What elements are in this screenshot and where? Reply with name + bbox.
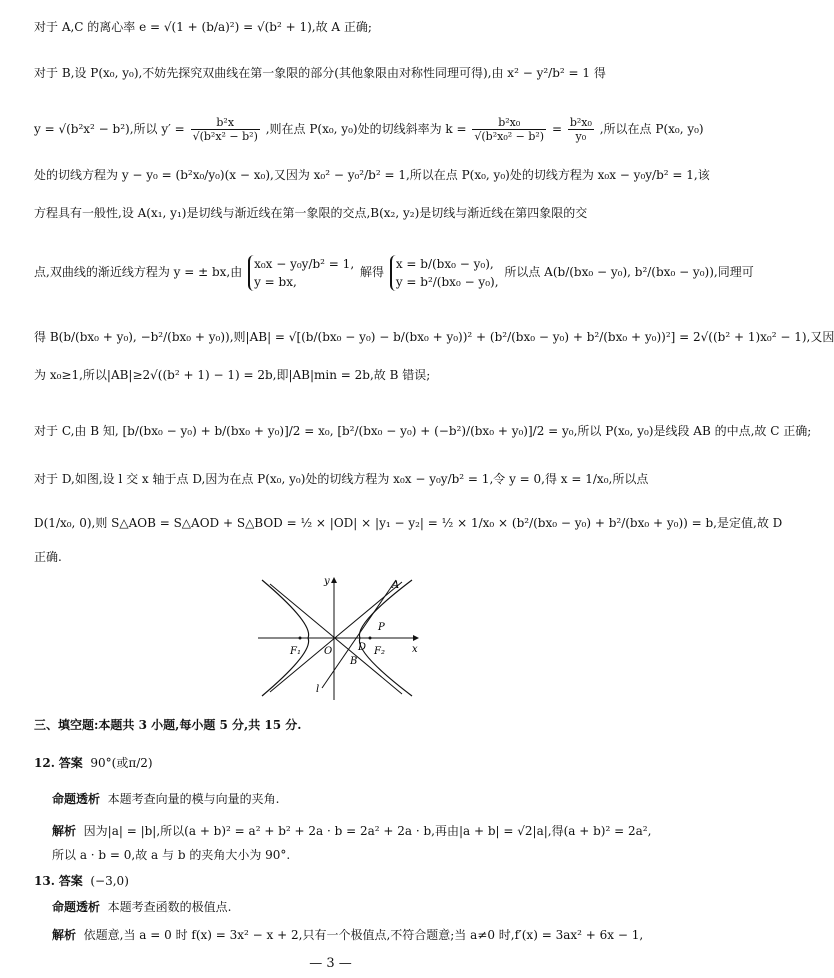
- fraction-numerator: b²x₀: [569, 116, 592, 129]
- q12-answer-label: 答案: [58, 756, 83, 770]
- q13-answer-line: [34, 872, 635, 890]
- intersection-text-3: 所以点 A(b/(bx₀ − y₀), b²/(bx₀ − y₀)),同理可: [504, 265, 754, 279]
- derivative-text-1: y = √(b²x² − b²),所以 y′ =: [34, 122, 185, 136]
- q12-intent-label: 命题透析: [52, 792, 101, 806]
- tangent-line-l: [322, 580, 396, 688]
- q13-analysis-line: [52, 926, 644, 944]
- q12-number: 12.: [34, 756, 55, 770]
- page-number: — 3 —: [309, 956, 352, 971]
- focus-f1-dot: [299, 637, 302, 640]
- q13-analysis-1: 依题意,当 a = 0 时 f(x) = 3x² − x + 2,只有一个极值点,不符合题意;当 a≠0 时,f′(x) = 3ax² + 6x − 1,: [83, 928, 644, 942]
- q13-intent: 本题考查函数的极值点.: [107, 900, 232, 914]
- solution-line-intersection: [34, 252, 754, 292]
- q13-intent-label: 命题透析: [52, 900, 101, 914]
- solution-line-d-area: D(1/x₀, 0),则 S△AOB = S△AOD + S△BOD = ½ × |OD| × |y₁ − y₂| = ½ × 1/x₀ × (b²/(bx₀ − y₀) + b²/(bx₀ + y₀)) = b,是定值,故 D: [34, 516, 783, 530]
- solution-line-d-intro: 对于 D,如图,设 l 交 x 轴于点 D,因为在点 P(x₀, y₀)处的切线方程为 x₀x − y₀y/b² = 1,令 y = 0,得 x = 1/x₀,所以点: [34, 472, 649, 486]
- q12-answer-line: [34, 754, 635, 772]
- solution-line-tangent: 处的切线方程为 y − y₀ = (b²x₀/y₀)(x − x₀),又因为 x₀² − y₀²/b² = 1,所以在点 P(x₀, y₀)处的切线方程为 x₀x − y₀y/b² = 1,该: [34, 168, 710, 182]
- q13-number: 13.: [34, 874, 55, 888]
- label-o: O: [324, 646, 333, 657]
- q12-intent: 本题考查向量的模与向量的夹角.: [107, 792, 280, 806]
- q12-intent-line: [52, 790, 635, 808]
- system-row: x = b/(bx₀ − y₀),: [395, 256, 494, 271]
- intersection-text-2: 解得: [359, 265, 384, 279]
- fraction-slope-simplified: [568, 116, 594, 143]
- label-p: P: [378, 622, 385, 633]
- asymptote-positive: [270, 582, 402, 692]
- label-f1: F₁: [290, 646, 301, 657]
- q12-answer: 90°(或π/2): [90, 756, 153, 770]
- fraction-yprime: [191, 116, 260, 143]
- fraction-denominator: √(b²x₀² − b²): [474, 130, 545, 143]
- fraction-numerator: b²x₀: [472, 116, 546, 130]
- solution-line-derivative: [34, 112, 704, 146]
- intersection-text-1: 点,双曲线的渐近线方程为 y = ± bx,由: [34, 265, 243, 279]
- focus-f2-dot: [369, 637, 372, 640]
- q13-answer: (−3,0): [90, 874, 129, 888]
- equals-sign: =: [551, 122, 562, 136]
- derivative-text-3: ,所以在点 P(x₀, y₀): [599, 122, 704, 136]
- label-y: y: [324, 576, 330, 587]
- q12-analysis-line: [52, 822, 652, 840]
- solution-line-b-intro: 对于 B,设 P(x₀, y₀),不妨先探究双曲线在第一象限的部分(其他象限由对称性同理可得),由 x² − y²/b² = 1 得: [34, 66, 606, 80]
- fraction-denominator: y₀: [575, 130, 587, 143]
- label-x: x: [412, 644, 418, 655]
- section-heading-fill-in: 三、填空题:本题共 3 小题,每小题 5 分,共 15 分.: [34, 718, 302, 732]
- q13-answer-label: 答案: [58, 874, 83, 888]
- solution-line-a-c: 对于 A,C 的离心率 e = √(1 + (b/a)²) = √(b² + 1),故 A 正确;: [34, 20, 372, 34]
- solution-line-c: 对于 C,由 B 知, [b/(bx₀ − y₀) + b/(bx₀ + y₀)]/2 = x₀, [b²/(bx₀ − y₀) + (−b²)/(bx₀ + y₀)]/2 = y₀,所以 P(x₀, y₀)是线段 AB 的中点,故 C 正确;: [34, 424, 812, 438]
- q13-intent-line: [52, 898, 635, 916]
- system-row: y = bx,: [254, 274, 297, 289]
- fraction-slope: [472, 116, 546, 143]
- hyperbola-figure: [252, 572, 432, 704]
- q12-analysis-label: 解析: [52, 824, 77, 838]
- q13-analysis-label: 解析: [52, 928, 77, 942]
- solution-line-ab-length: 得 B(b/(bx₀ + y₀), −b²/(bx₀ + y₀)),则|AB| = √[(b/(bx₀ − y₀) − b/(bx₀ + y₀))² + (b²/(bx₀ − y₀) + b²/(bx₀ + y₀))²] = 2√((b² + 1)x₀² − 1),又因: [34, 330, 834, 344]
- q12-analysis-line-2: 所以 a · b = 0,故 a 与 b 的夹角大小为 90°.: [52, 848, 291, 862]
- label-b: B: [350, 656, 358, 667]
- q12-analysis-1: 因为|a| = |b|,所以(a + b)² = a² + b² + 2a · b = 2a² + 2a · b,再由|a + b| = √2|a|,得(a + b)² = 2a²,: [83, 824, 652, 838]
- solution-line-ab-min: 为 x₀≥1,所以|AB|≥2√((b² + 1) − 1) = 2b,即|AB|min = 2b,故 B 错误;: [34, 368, 431, 382]
- derivative-text-2: ,则在点 P(x₀, y₀)处的切线斜率为 k =: [265, 122, 467, 136]
- label-l: l: [316, 684, 320, 695]
- fraction-denominator: √(b²x² − b²): [192, 130, 258, 143]
- solution-line-d-end: 正确.: [34, 550, 62, 564]
- label-a: A: [392, 580, 400, 591]
- solution-line-general: 方程具有一般性,设 A(x₁, y₁)是切线与渐近线在第一象限的交点,B(x₂, y₂)是切线与渐近线在第四象限的交: [34, 206, 588, 220]
- label-d: D: [358, 642, 367, 653]
- label-f2: F₂: [374, 646, 385, 657]
- equation-system-2: [390, 255, 499, 291]
- system-row: y = b²/(bx₀ − y₀),: [395, 274, 499, 289]
- equation-system-1: [248, 255, 354, 291]
- system-row: x₀x − y₀y/b² = 1,: [254, 256, 355, 271]
- fraction-numerator: b²x: [191, 116, 260, 130]
